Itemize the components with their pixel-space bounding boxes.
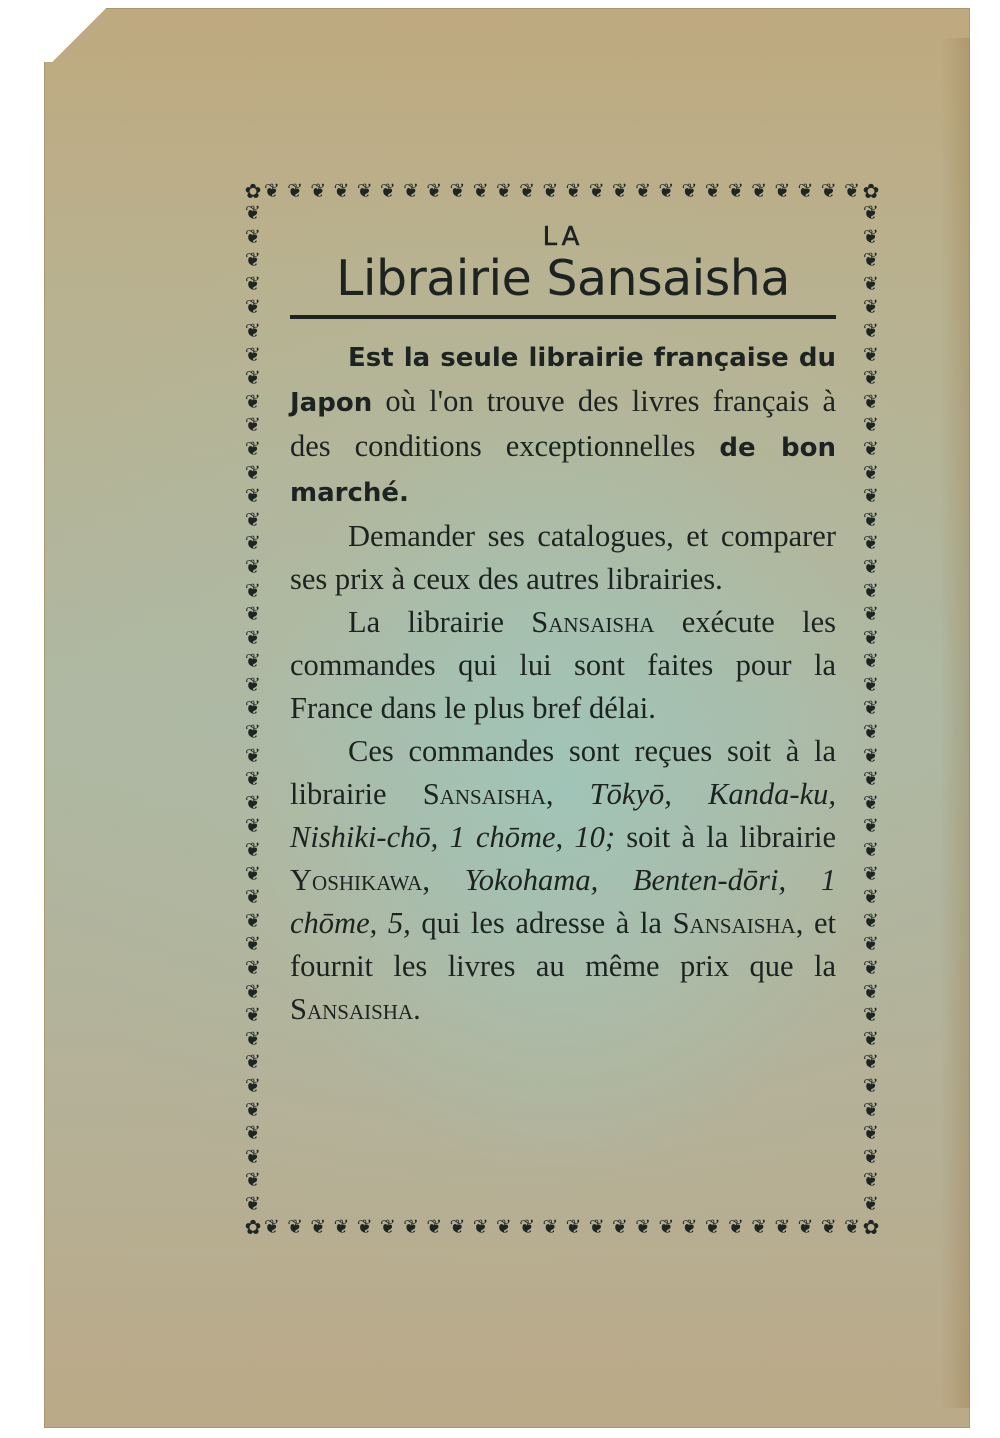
leaf-ornament-icon: ❦ — [704, 1215, 721, 1238]
leaf-ornament-icon: ❦ — [245, 414, 261, 437]
leaf-ornament-icon: ❦ — [863, 650, 879, 673]
leaf-ornament-icon: ❦ — [863, 485, 879, 508]
leaf-ornament-icon: ❦ — [863, 697, 879, 720]
leaf-ornament-icon: ❦ — [565, 179, 582, 202]
leaf-ornament-icon: ❦ — [245, 957, 261, 979]
leaf-ornament-icon: ❦ — [844, 179, 860, 202]
leaf-ornament-icon: ❦ — [863, 343, 879, 366]
leaf-ornament-icon: ❦ — [863, 508, 879, 531]
border-left — [242, 204, 264, 1214]
leaf-ornament-icon: ❦ — [245, 437, 261, 460]
leaf-ornament-icon: ❦ — [449, 179, 466, 202]
leaf-ornament-icon: ❦ — [612, 1215, 628, 1238]
leaf-ornament-icon: ❦ — [426, 179, 443, 202]
leaf-ornament-icon: ❦ — [310, 179, 327, 202]
leaf-ornament-icon: ❦ — [245, 839, 261, 862]
leaf-ornament-icon: ❦ — [245, 1145, 261, 1168]
paragraph-3 — [290, 601, 836, 730]
italic-address: Tōkyō, Kanda-ku, Nishiki-chō, 1 chōme, 10; — [290, 777, 836, 854]
body-text: qui les adresse à la — [410, 906, 673, 940]
body-text: exécute les commandes qui lui sont faites pour la France dans le plus bref délai. — [290, 605, 836, 725]
leaf-ornament-icon: ❦ — [863, 225, 879, 248]
paragraph-1 — [290, 335, 836, 515]
leaf-ornament-icon: ❦ — [496, 179, 512, 202]
leaf-ornament-icon: ❦ — [863, 202, 879, 224]
leaf-ornament-icon: ❦ — [728, 179, 744, 202]
leaf-ornament-icon: ❦ — [245, 343, 261, 366]
body-text: soit à la librairie — [615, 820, 837, 854]
leaf-ornament-icon: ❦ — [245, 579, 261, 602]
leaf-ornament-icon: ❦ — [519, 179, 536, 202]
leaf-ornament-icon: ❦ — [863, 768, 879, 791]
leaf-ornament-icon: ❦ — [245, 721, 261, 744]
leaf-ornament-icon: ❦ — [863, 367, 879, 390]
leaf-ornament-icon: ❦ — [245, 933, 261, 956]
leaf-ornament-icon: ❦ — [635, 1215, 652, 1238]
leaf-ornament-icon: ❦ — [245, 367, 261, 390]
leaf-ornament-icon: ❦ — [863, 673, 879, 696]
leaf-ornament-icon: ❦ — [287, 1215, 304, 1238]
leaf-ornament-icon: ❦ — [658, 179, 675, 202]
small-caps-name: Sansaisha — [672, 906, 796, 940]
leaf-ornament-icon: ❦ — [245, 390, 261, 413]
leaf-ornament-icon: ❦ — [797, 1215, 814, 1238]
leaf-ornament-icon: ❦ — [863, 1169, 879, 1192]
leaf-ornament-icon: ❦ — [863, 815, 879, 838]
leaf-ornament-icon: ❦ — [588, 1215, 605, 1238]
body-text: La librairie — [348, 605, 532, 639]
leaf-ornament-icon: ❦ — [245, 815, 261, 838]
leaf-ornament-icon: ❦ — [612, 179, 628, 202]
corner-ornament-icon: ✿ — [244, 1215, 262, 1239]
leaf-ornament-icon: ❦ — [681, 1215, 698, 1238]
leaf-ornament-icon: ❦ — [380, 1215, 396, 1238]
leaf-ornament-icon: ❦ — [426, 1215, 443, 1238]
leaf-ornament-icon: ❦ — [844, 1215, 860, 1238]
leaf-ornament-icon: ❦ — [356, 179, 373, 202]
leaf-ornament-icon: ❦ — [863, 437, 879, 460]
leaf-ornament-icon: ❦ — [245, 1004, 261, 1027]
leaf-ornament-icon: ❦ — [863, 390, 879, 413]
leaf-ornament-icon: ❦ — [245, 272, 261, 295]
leaf-ornament-icon: ❦ — [245, 1098, 261, 1121]
leaf-ornament-icon: ❦ — [264, 1215, 280, 1238]
body-text: Ces commandes sont reçues soit à la librairie — [290, 734, 836, 811]
leaf-ornament-icon: ❦ — [245, 673, 261, 696]
leaf-ornament-icon: ❦ — [519, 1215, 536, 1238]
body-text: . — [413, 992, 421, 1026]
paragraph-4 — [290, 730, 836, 1031]
bold-text: Est la seule librairie française du Japon — [290, 343, 836, 418]
body-text: où l'on trouve des livres français à des conditions exceptionnelles — [290, 384, 836, 463]
leaf-ornament-icon: ❦ — [245, 202, 261, 224]
leaf-ornament-icon: ❦ — [820, 1215, 837, 1238]
leaf-ornament-icon: ❦ — [863, 461, 879, 484]
leaf-ornament-icon: ❦ — [863, 862, 879, 885]
small-caps-name: Sansaisha — [422, 777, 546, 811]
border-top — [264, 180, 860, 202]
leaf-ornament-icon: ❦ — [245, 296, 261, 319]
leaf-ornament-icon: ❦ — [863, 1027, 879, 1050]
leaf-ornament-icon: ❦ — [245, 1192, 261, 1215]
leaf-ornament-icon: ❦ — [245, 508, 261, 531]
leaf-ornament-icon: ❦ — [449, 1215, 466, 1238]
leaf-ornament-icon: ❦ — [863, 744, 879, 767]
leaf-ornament-icon: ❦ — [264, 179, 280, 202]
leaf-ornament-icon: ❦ — [797, 179, 814, 202]
italic-address: Yokohama, Benten-dōri, 1 chōme, 5, — [290, 863, 836, 940]
leaf-ornament-icon: ❦ — [245, 1027, 261, 1050]
leaf-ornament-icon: ❦ — [245, 909, 261, 932]
bold-text: de bon marché. — [290, 433, 837, 508]
leaf-ornament-icon: ❦ — [863, 839, 879, 862]
body-text: , et fournit les livres au même prix que la — [290, 906, 836, 983]
leaf-ornament-icon: ❦ — [863, 957, 879, 979]
leaf-ornament-icon: ❦ — [245, 461, 261, 484]
leaf-ornament-icon: ❦ — [245, 1122, 261, 1145]
leaf-ornament-icon: ❦ — [863, 933, 879, 956]
leaf-ornament-icon: ❦ — [704, 179, 721, 202]
leaf-ornament-icon: ❦ — [287, 179, 304, 202]
paper-sheet — [44, 8, 970, 1428]
leaf-ornament-icon: ❦ — [863, 603, 879, 626]
leaf-ornament-icon: ❦ — [380, 179, 396, 202]
leaf-ornament-icon: ❦ — [863, 319, 879, 342]
leaf-ornament-icon: ❦ — [863, 886, 879, 909]
small-caps-name: Sansaisha — [531, 605, 655, 639]
leaf-ornament-icon: ❦ — [863, 909, 879, 932]
small-caps-name: Sansaisha — [290, 992, 414, 1026]
leaf-ornament-icon: ❦ — [751, 179, 768, 202]
leaf-ornament-icon: ❦ — [681, 179, 698, 202]
leaf-ornament-icon: ❦ — [245, 603, 261, 626]
small-caps-name: Yoshikawa — [290, 863, 423, 897]
leaf-ornament-icon: ❦ — [245, 1169, 261, 1192]
corner-ornament-icon: ✿ — [862, 1215, 880, 1239]
leaf-ornament-icon: ❦ — [588, 179, 605, 202]
leaf-ornament-icon: ❦ — [245, 886, 261, 909]
title-rule — [290, 315, 836, 319]
leaf-ornament-icon: ❦ — [863, 249, 879, 272]
leaf-ornament-icon: ❦ — [245, 249, 261, 272]
leaf-ornament-icon: ❦ — [774, 179, 791, 202]
leaf-ornament-icon: ❦ — [496, 1215, 512, 1238]
leaf-ornament-icon: ❦ — [245, 626, 261, 649]
leaf-ornament-icon: ❦ — [863, 721, 879, 744]
leaf-ornament-icon: ❦ — [245, 744, 261, 767]
leaf-ornament-icon: ❦ — [565, 1215, 582, 1238]
leaf-ornament-icon: ❦ — [245, 650, 261, 673]
leaf-ornament-icon: ❦ — [863, 272, 879, 295]
advertisement-text — [290, 220, 836, 1031]
heading-small: LA — [542, 222, 584, 252]
leaf-ornament-icon: ❦ — [245, 1051, 261, 1074]
leaf-ornament-icon: ❦ — [472, 179, 489, 202]
leaf-ornament-icon: ❦ — [310, 1215, 327, 1238]
leaf-ornament-icon: ❦ — [863, 532, 879, 555]
leaf-ornament-icon: ❦ — [245, 225, 261, 248]
leaf-ornament-icon: ❦ — [863, 626, 879, 649]
leaf-ornament-icon: ❦ — [356, 1215, 373, 1238]
ornamental-border — [242, 180, 882, 1238]
leaf-ornament-icon: ❦ — [863, 414, 879, 437]
leaf-ornament-icon: ❦ — [403, 1215, 420, 1238]
leaf-ornament-icon: ❦ — [245, 862, 261, 885]
leaf-ornament-icon: ❦ — [774, 1215, 791, 1238]
leaf-ornament-icon: ❦ — [863, 1192, 879, 1215]
leaf-ornament-icon: ❦ — [245, 1074, 261, 1097]
leaf-ornament-icon: ❦ — [863, 555, 879, 578]
leaf-ornament-icon: ❦ — [245, 697, 261, 720]
leaf-ornament-icon: ❦ — [245, 791, 261, 814]
leaf-ornament-icon: ❦ — [245, 555, 261, 578]
leaf-ornament-icon: ❦ — [403, 179, 420, 202]
body-text: , — [422, 863, 465, 897]
corner-ornament-icon: ✿ — [862, 179, 880, 203]
leaf-ornament-icon: ❦ — [245, 980, 261, 1003]
leaf-ornament-icon: ❦ — [542, 179, 559, 202]
body-text: , — [545, 777, 590, 811]
leaf-ornament-icon: ❦ — [542, 1215, 559, 1238]
leaf-ornament-icon: ❦ — [863, 1074, 879, 1097]
leaf-ornament-icon: ❦ — [863, 1051, 879, 1074]
leaf-ornament-icon: ❦ — [751, 1215, 768, 1238]
leaf-ornament-icon: ❦ — [863, 1145, 879, 1168]
leaf-ornament-icon: ❦ — [728, 1215, 744, 1238]
leaf-ornament-icon: ❦ — [245, 768, 261, 791]
leaf-ornament-icon: ❦ — [863, 296, 879, 319]
leaf-ornament-icon: ❦ — [635, 179, 652, 202]
leaf-ornament-icon: ❦ — [333, 179, 350, 202]
leaf-ornament-icon: ❦ — [245, 485, 261, 508]
border-bottom — [264, 1216, 860, 1238]
leaf-ornament-icon: ❦ — [863, 1122, 879, 1145]
page-title: Librairie Sansaisha — [336, 250, 790, 307]
leaf-ornament-icon: ❦ — [820, 179, 837, 202]
paragraph-2: Demander ses catalogues, et comparer ses prix à ceux des autres librairies. — [290, 519, 836, 596]
leaf-ornament-icon: ❦ — [863, 1004, 879, 1027]
leaf-ornament-icon: ❦ — [863, 791, 879, 814]
leaf-ornament-icon: ❦ — [863, 579, 879, 602]
leaf-ornament-icon: ❦ — [863, 1098, 879, 1121]
leaf-ornament-icon: ❦ — [658, 1215, 675, 1238]
corner-ornament-icon: ✿ — [244, 179, 262, 203]
leaf-ornament-icon: ❦ — [472, 1215, 489, 1238]
leaf-ornament-icon: ❦ — [245, 532, 261, 555]
leaf-ornament-icon: ❦ — [245, 319, 261, 342]
border-right — [860, 204, 882, 1214]
leaf-ornament-icon: ❦ — [863, 980, 879, 1003]
leaf-ornament-icon: ❦ — [333, 1215, 350, 1238]
